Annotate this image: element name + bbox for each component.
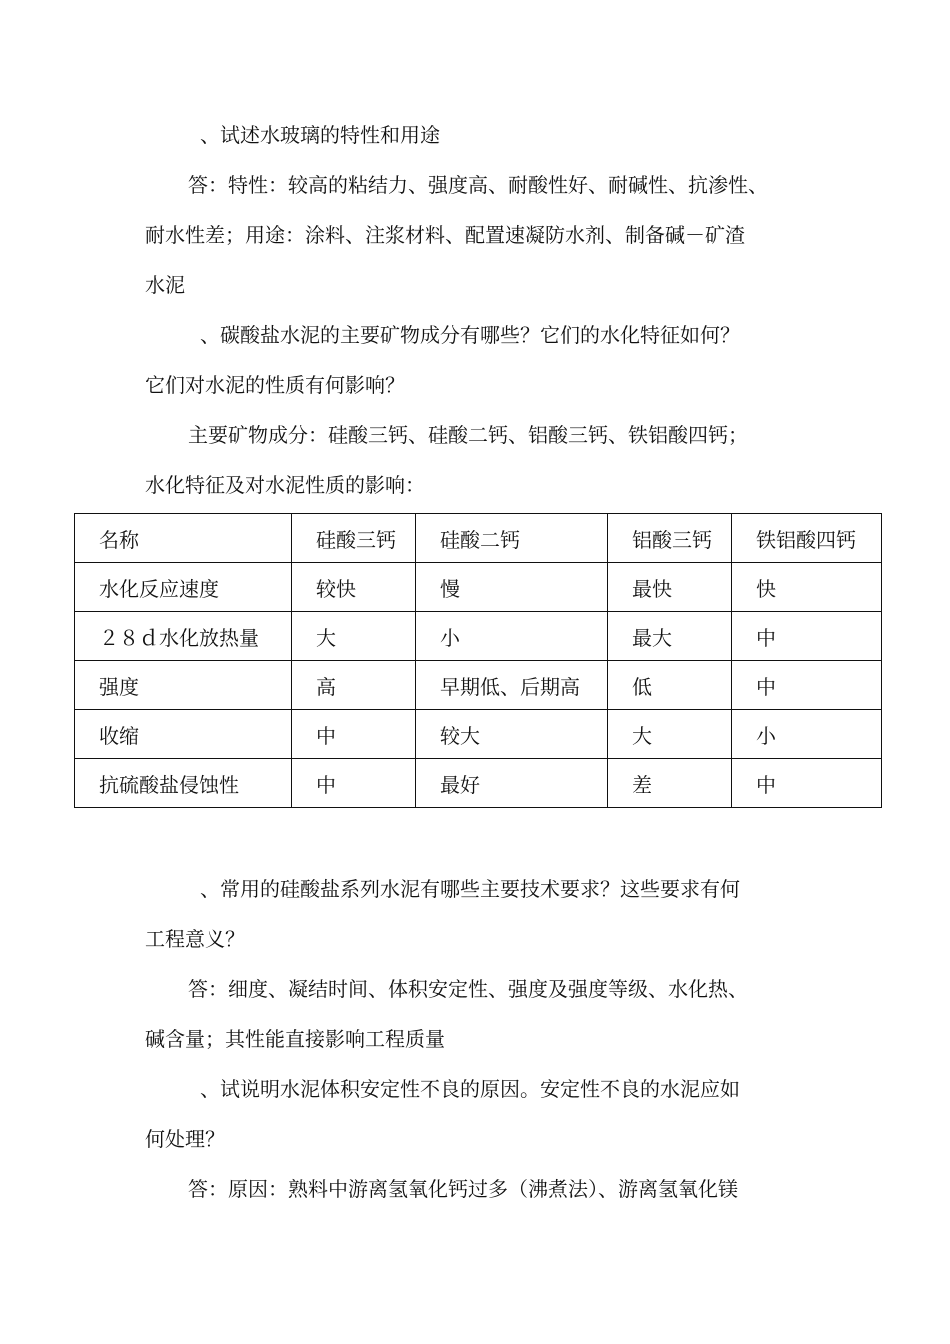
table-cell: 抗硫酸盐侵蚀性 xyxy=(75,759,292,808)
table-cell: 大 xyxy=(608,710,732,759)
table-cell: 最快 xyxy=(608,563,732,612)
question-tech-requirements-line1: 、常用的硅酸盐系列水泥有哪些主要技术要求？这些要求有何 xyxy=(200,877,740,901)
table-cell: 中 xyxy=(292,759,416,808)
table-cell: 较快 xyxy=(292,563,416,612)
table-row xyxy=(75,563,882,612)
table-cell: 小 xyxy=(732,710,882,759)
table-row xyxy=(75,612,882,661)
question-water-glass: 、试述水玻璃的特性和用途 xyxy=(200,123,440,147)
question-cement-minerals-line1: 、碳酸盐水泥的主要矿物成分有哪些？它们的水化特征如何？ xyxy=(200,323,740,347)
table-cell: 强度 xyxy=(75,661,292,710)
table-cell: 中 xyxy=(732,612,882,661)
answer-water-glass-line3: 水泥 xyxy=(145,273,185,297)
answer-water-glass-line1: 答：特性：较高的粘结力、强度高、耐酸性好、耐碱性、抗渗性、 xyxy=(188,173,768,197)
table-row xyxy=(75,710,882,759)
answer-water-glass-line2: 耐水性差；用途：涂料、注浆材料、配置速凝防水剂、制备碱－矿渣 xyxy=(145,223,745,247)
table-cell: 水化反应速度 xyxy=(75,563,292,612)
table-cell: 高 xyxy=(292,661,416,710)
table-cell: 快 xyxy=(732,563,882,612)
answer-tech-requirements-line2: 碱含量；其性能直接影响工程质量 xyxy=(145,1027,445,1051)
table-cell: 差 xyxy=(608,759,732,808)
table-header-cell: 铝酸三钙 xyxy=(608,514,732,563)
answer-minerals-line1: 主要矿物成分：硅酸三钙、硅酸二钙、铝酸三钙、铁铝酸四钙； xyxy=(188,423,748,447)
table-cell: 早期低、后期高 xyxy=(416,661,608,710)
table-cell: 最大 xyxy=(608,612,732,661)
table-cell: 收缩 xyxy=(75,710,292,759)
table-cell: ２８ｄ水化放热量 xyxy=(75,612,292,661)
table-header-row xyxy=(75,514,882,563)
question-tech-requirements-line2: 工程意义？ xyxy=(145,927,245,951)
table-cell: 中 xyxy=(732,661,882,710)
question-cement-minerals-line2: 它们对水泥的性质有何影响？ xyxy=(145,373,405,397)
question-soundness-line1: 、试说明水泥体积安定性不良的原因。安定性不良的水泥应如 xyxy=(200,1077,740,1101)
table-cell: 中 xyxy=(292,710,416,759)
table-header-cell: 名称 xyxy=(75,514,292,563)
table-cell: 小 xyxy=(416,612,608,661)
answer-tech-requirements-line1: 答：细度、凝结时间、体积安定性、强度及强度等级、水化热、 xyxy=(188,977,748,1001)
answer-minerals-line2: 水化特征及对水泥性质的影响： xyxy=(145,473,425,497)
table-cell: 低 xyxy=(608,661,732,710)
question-soundness-line2: 何处理？ xyxy=(145,1127,225,1151)
table-cell: 中 xyxy=(732,759,882,808)
table-cell: 较大 xyxy=(416,710,608,759)
answer-soundness-line1: 答：原因：熟料中游离氢氧化钙过多（沸煮法）、游离氢氧化镁 xyxy=(188,1177,738,1201)
mineral-properties-table xyxy=(74,513,882,808)
table-header-cell: 硅酸二钙 xyxy=(416,514,608,563)
table-row xyxy=(75,661,882,710)
table-header-cell: 铁铝酸四钙 xyxy=(732,514,882,563)
table-header-cell: 硅酸三钙 xyxy=(292,514,416,563)
table-cell: 大 xyxy=(292,612,416,661)
table-cell: 最好 xyxy=(416,759,608,808)
table-cell: 慢 xyxy=(416,563,608,612)
table-row xyxy=(75,759,882,808)
